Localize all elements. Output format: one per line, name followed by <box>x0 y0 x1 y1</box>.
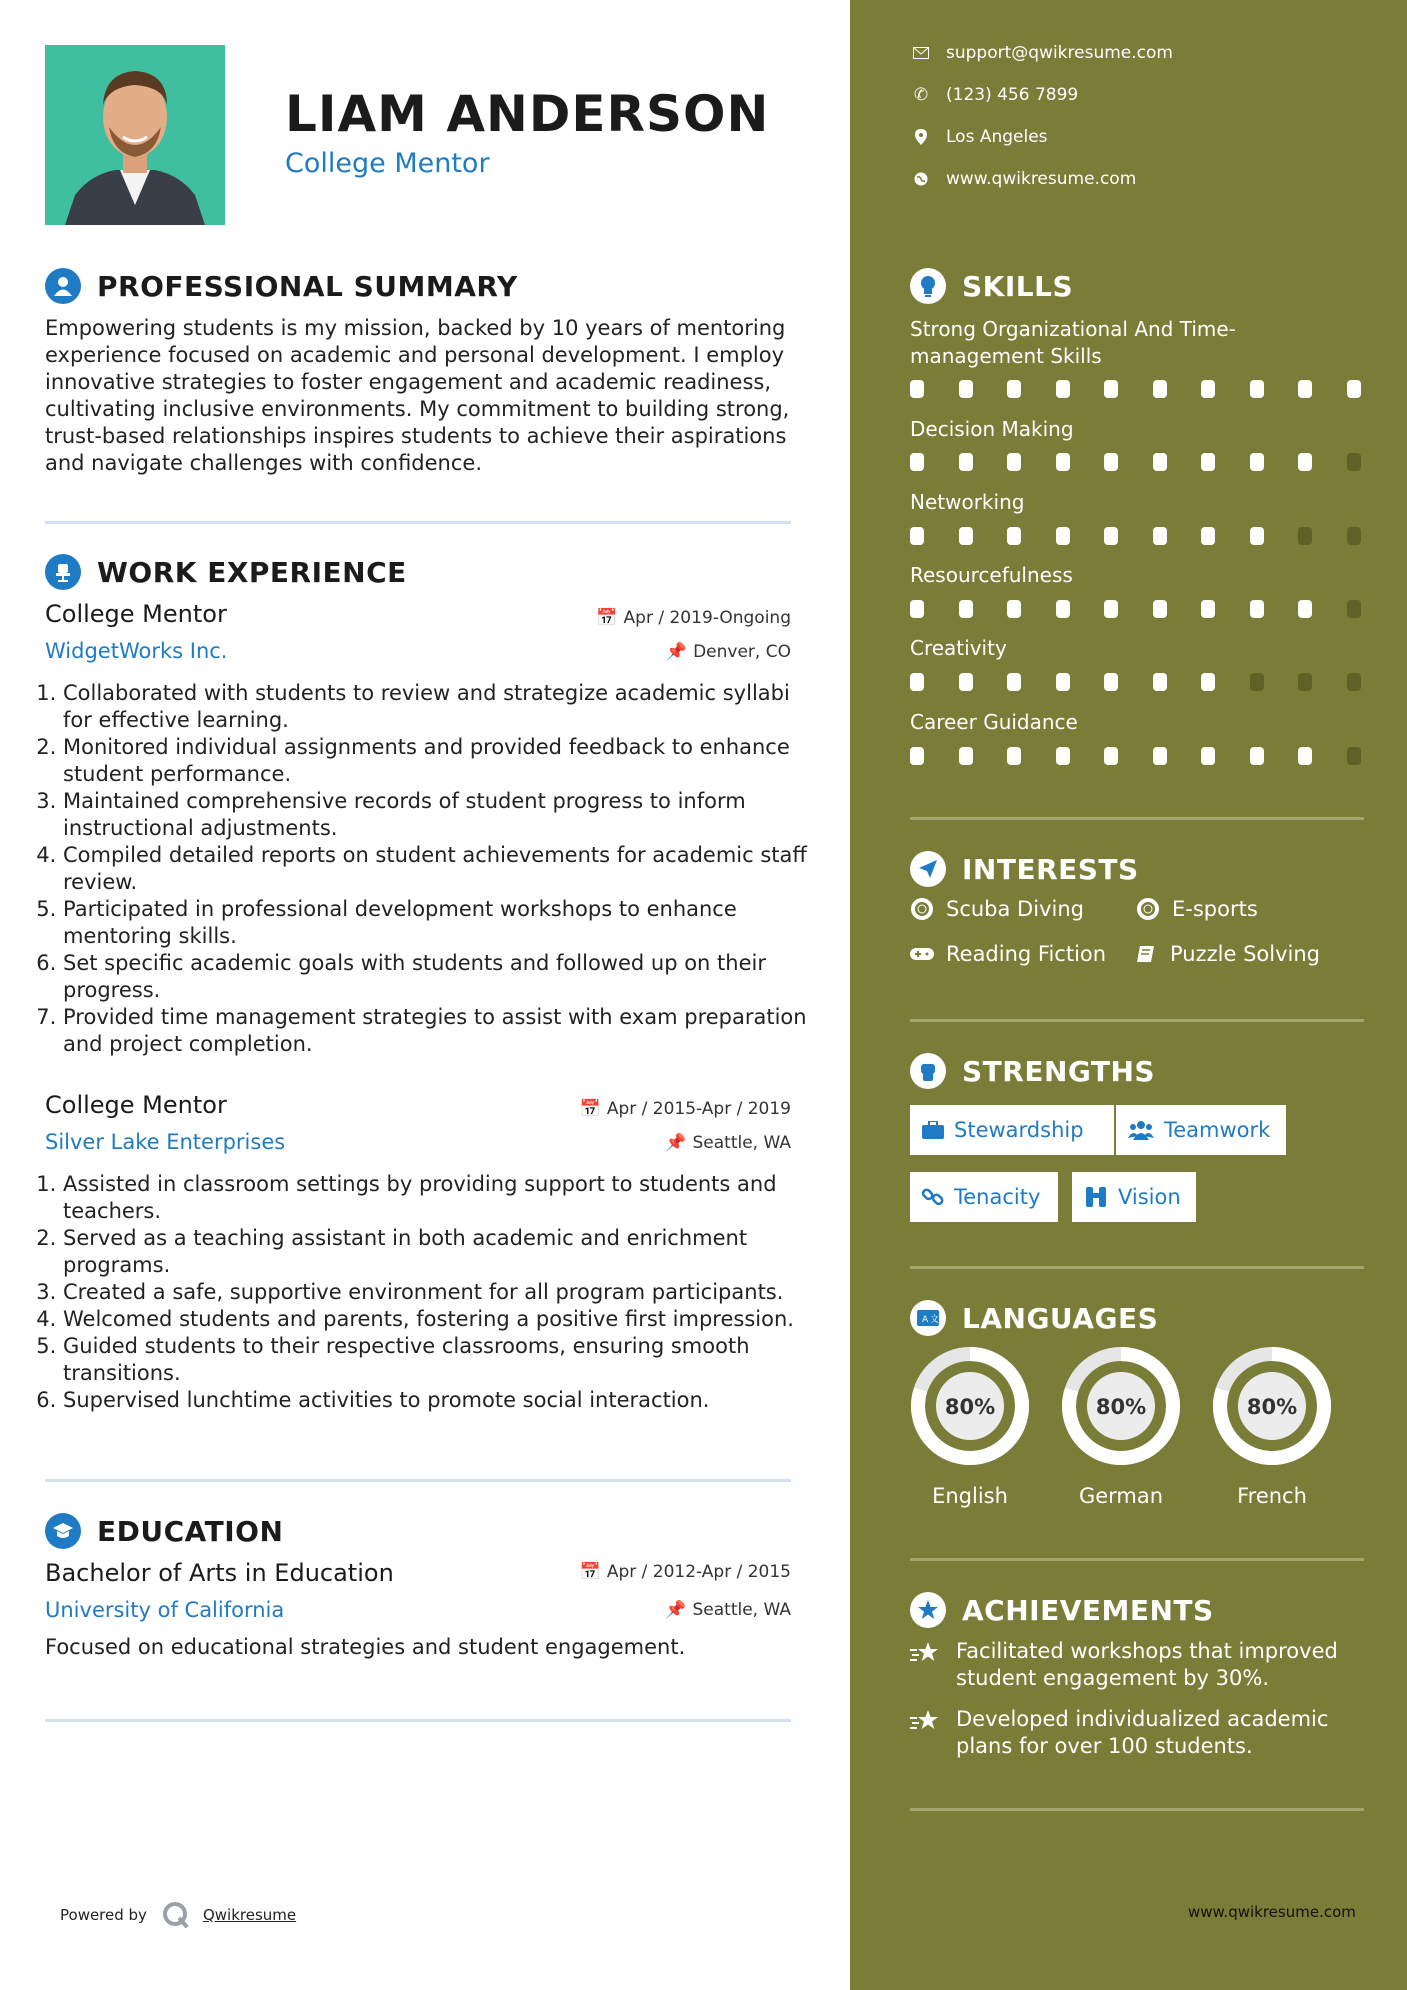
rating-dot-filled <box>1298 747 1312 765</box>
duty-item: 6. Set specific academic goals with students and followed up on their progress. <box>63 950 813 1004</box>
life-ring-icon <box>910 898 934 920</box>
language-name: French <box>1237 1484 1307 1508</box>
language-percent: 80% <box>1095 1395 1147 1419</box>
rating-dot-filled <box>1104 747 1118 765</box>
svg-text:A: A <box>922 1315 929 1325</box>
book-icon <box>1134 944 1158 964</box>
job-date <box>596 608 791 628</box>
duty-item: 3. Maintained comprehensive records of student progress to inform instructional adjustments. <box>63 788 813 842</box>
education-location-text: Seattle, WA <box>692 1600 791 1620</box>
qwikresume-logo-icon <box>161 1900 191 1930</box>
rating-dot-empty <box>1298 673 1312 691</box>
interest-item <box>1134 942 1320 966</box>
skill-rating <box>910 380 1364 398</box>
language-gauge <box>908 1344 1032 1468</box>
rating-dot-filled <box>1250 747 1264 765</box>
rating-dot-filled <box>910 380 924 398</box>
achievements-title: ACHIEVEMENTS <box>962 1593 1214 1627</box>
skills-title: SKILLS <box>962 269 1074 303</box>
rating-dot-filled <box>1201 673 1215 691</box>
achievement-item <box>910 1706 1370 1760</box>
rating-dot-filled <box>1007 527 1021 545</box>
binoculars-icon <box>1084 1187 1108 1207</box>
translate-icon <box>910 1300 946 1336</box>
education-description: Focused on educational strategies and student engagement. <box>45 1635 686 1659</box>
duty-item: 4. Compiled detailed reports on student achievements for academic staff review. <box>63 842 813 896</box>
gamepad-icon <box>910 946 934 962</box>
job-location-text: Seattle, WA <box>692 1133 791 1153</box>
paper-plane-icon <box>910 851 946 887</box>
job-title: College Mentor <box>45 1091 227 1119</box>
language-name: German <box>1078 1484 1164 1508</box>
job-location-text: Denver, CO <box>693 642 791 662</box>
duty-item: 6. Supervised lunchtime activities to promote social interaction. <box>63 1387 813 1414</box>
qwikresume-link[interactable]: Qwikresume <box>202 1906 297 1924</box>
pin-icon: 📌 <box>665 642 688 662</box>
rating-dot-filled <box>910 747 924 765</box>
strength-label: Stewardship <box>954 1118 1084 1142</box>
language-percent: 80% <box>1246 1395 1298 1419</box>
interest-label: Scuba Diving <box>946 897 1084 921</box>
candidate-role: College Mentor <box>285 148 490 179</box>
rating-dot-filled <box>910 673 924 691</box>
experience-heading <box>45 554 407 590</box>
strength-label: Vision <box>1118 1185 1181 1209</box>
rating-dot-filled <box>1007 673 1021 691</box>
strength-badge <box>1072 1172 1196 1222</box>
language-gauge <box>1059 1344 1183 1468</box>
languages-heading <box>910 1300 1158 1336</box>
skills-heading <box>910 268 1073 304</box>
rating-dot-filled <box>1250 453 1264 471</box>
strengths-title: STRENGTHS <box>962 1054 1156 1088</box>
rating-dot-filled <box>1153 380 1167 398</box>
life-ring-icon <box>1136 898 1160 920</box>
skill-rating <box>910 527 1364 545</box>
sidebar-divider <box>910 1019 1364 1022</box>
summary-heading <box>45 268 518 304</box>
rating-dot-filled <box>1007 453 1021 471</box>
contact-location-text: Los Angeles <box>946 127 1048 147</box>
sidebar-divider <box>910 1808 1364 1811</box>
contact-email-text: support@qwikresume.com <box>946 43 1173 63</box>
strength-badge <box>910 1105 1114 1155</box>
rating-dot-filled <box>1250 527 1264 545</box>
pin-icon: 📌 <box>665 1133 687 1153</box>
section-divider <box>45 521 791 524</box>
languages-title: LANGUAGES <box>962 1301 1159 1335</box>
education-date-row <box>45 1562 791 1586</box>
rating-dot-empty <box>1347 453 1361 471</box>
lightbulb-icon <box>910 268 946 304</box>
footer-website[interactable]: www.qwikresume.com <box>1188 1903 1356 1921</box>
profile-photo <box>45 45 225 225</box>
duty-item: 5. Participated in professional development workshops to enhance mentoring skills. <box>63 896 813 950</box>
rating-dot-filled <box>1056 453 1070 471</box>
rating-dot-filled <box>1153 673 1167 691</box>
duty-item: 7. Provided time management strategies to assist with exam preparation and project completion. <box>63 1004 813 1058</box>
job-duties <box>45 1171 813 1414</box>
calendar-icon: 📅 <box>579 1562 601 1582</box>
duty-item: 4. Welcomed students and parents, fostering a positive first impression. <box>63 1306 813 1333</box>
job-date-row <box>45 1099 791 1123</box>
rating-dot-empty <box>1347 747 1361 765</box>
map-pin-icon <box>910 129 932 145</box>
contact-email[interactable] <box>910 43 1173 63</box>
users-icon <box>1128 1120 1154 1140</box>
interest-label: Reading Fiction <box>946 942 1107 966</box>
achievement-item <box>910 1638 1370 1692</box>
globe-icon <box>910 172 932 186</box>
skill-name: Career Guidance <box>910 710 1078 734</box>
rating-dot-filled <box>1056 600 1070 618</box>
duty-item: 1. Collaborated with students to review and strategize academic syllabi for effective learning. <box>63 680 813 734</box>
rating-dot-filled <box>1056 380 1070 398</box>
job-company: WidgetWorks Inc. <box>45 639 228 663</box>
job-date-text: Apr / 2019-Ongoing <box>623 608 791 628</box>
rating-dot-filled <box>1007 747 1021 765</box>
briefcase-icon <box>922 1121 944 1139</box>
rating-dot-filled <box>1153 527 1167 545</box>
sidebar-divider <box>910 1266 1364 1269</box>
job-location-row <box>45 642 791 666</box>
rating-dot-filled <box>959 673 973 691</box>
powered-by <box>60 1900 296 1930</box>
education-school: University of California <box>45 1598 285 1622</box>
candidate-name: LIAM ANDERSON <box>285 85 770 143</box>
duty-item: 2. Served as a teaching assistant in both academic and enrichment programs. <box>63 1225 813 1279</box>
interest-item <box>1136 897 1258 921</box>
strengths-heading <box>910 1053 1155 1089</box>
language-gauge <box>1210 1344 1334 1468</box>
interest-label: E-sports <box>1172 897 1258 921</box>
rating-dot-filled <box>1250 380 1264 398</box>
contact-phone[interactable] <box>910 85 1078 105</box>
language-percent: 80% <box>944 1395 996 1419</box>
rating-dot-filled <box>959 747 973 765</box>
rating-dot-filled <box>959 600 973 618</box>
calendar-icon: 📅 <box>596 608 618 628</box>
contact-location <box>910 127 1048 147</box>
job-date-text: Apr / 2015-Apr / 2019 <box>606 1099 791 1119</box>
chair-icon <box>45 554 81 590</box>
strength-badge <box>1116 1105 1286 1155</box>
education-location-row <box>45 1600 791 1624</box>
interest-item <box>910 897 1084 921</box>
skill-rating <box>910 453 1364 471</box>
job-location <box>665 1133 791 1153</box>
envelope-icon <box>910 47 932 59</box>
rating-dot-filled <box>1056 673 1070 691</box>
phone-icon: ✆ <box>913 85 929 105</box>
rating-dot-filled <box>1250 600 1264 618</box>
rating-dot-filled <box>959 380 973 398</box>
rating-dot-filled <box>1201 747 1215 765</box>
education-date-text: Apr / 2012-Apr / 2015 <box>606 1562 791 1582</box>
contact-website-text: www.qwikresume.com <box>946 169 1137 189</box>
education-date <box>580 1562 791 1582</box>
education-heading <box>45 1513 283 1549</box>
rating-dot-filled <box>959 527 973 545</box>
rating-dot-filled <box>1104 527 1118 545</box>
svg-text:文: 文 <box>930 1315 939 1325</box>
skill-rating <box>910 673 1364 691</box>
skill-name: Strong Organizational And Time-management Skills <box>910 317 1236 368</box>
strength-badge <box>910 1172 1058 1222</box>
link-icon <box>922 1186 944 1208</box>
skill-name: Networking <box>910 490 1025 514</box>
experience-title: WORK EXPERIENCE <box>97 555 407 589</box>
rating-dot-empty <box>1250 673 1264 691</box>
rating-dot-filled <box>1201 380 1215 398</box>
contact-website[interactable] <box>910 169 1136 189</box>
interest-item <box>910 942 1106 966</box>
rating-dot-filled <box>1153 453 1167 471</box>
job-duties <box>45 680 813 1058</box>
summary-text: Empowering students is my mission, backed by 10 years of mentoring experience focused on academic and personal development. I employ innovative strategies to foster engagement and academic readiness, cultivating inclusive environments. My commitment to building strong, trust-based relationships inspires students to achieve their aspirations and navigate challenges with confidence. <box>45 316 790 475</box>
job-date <box>580 1099 791 1119</box>
rating-dot-filled <box>1201 527 1215 545</box>
duty-item: 1. Assisted in classroom settings by providing support to students and teachers. <box>63 1171 813 1225</box>
skill-name: Creativity <box>910 636 1007 660</box>
job-title: College Mentor <box>45 600 227 628</box>
skill-rating <box>910 747 1364 765</box>
rating-dot-filled <box>1298 600 1312 618</box>
skill-rating <box>910 600 1364 618</box>
rating-dot-filled <box>1104 600 1118 618</box>
job-date-row <box>45 608 791 632</box>
calendar-icon: 📅 <box>579 1099 601 1119</box>
education-degree: Bachelor of Arts in Education <box>45 1559 394 1587</box>
job-company: Silver Lake Enterprises <box>45 1130 286 1154</box>
rating-dot-filled <box>1201 453 1215 471</box>
interests-heading <box>910 851 1139 887</box>
rating-dot-filled <box>959 453 973 471</box>
language-item <box>1210 1344 1334 1508</box>
duty-item: 2. Monitored individual assignments and provided feedback to enhance student performance. <box>63 734 813 788</box>
powered-by-label: Powered by <box>60 1906 147 1924</box>
rating-dot-filled <box>1347 380 1361 398</box>
section-divider <box>45 1719 791 1722</box>
achievements-heading <box>910 1592 1214 1628</box>
rating-dot-filled <box>1298 380 1312 398</box>
graduation-cap-icon <box>45 1513 81 1549</box>
language-item <box>1059 1344 1183 1508</box>
strength-label: Tenacity <box>954 1185 1041 1209</box>
sidebar-divider <box>910 1558 1364 1561</box>
rating-dot-empty <box>1347 673 1361 691</box>
rating-dot-filled <box>1104 453 1118 471</box>
interest-label: Puzzle Solving <box>1170 942 1320 966</box>
shooting-star-icon <box>910 1638 942 1692</box>
rating-dot-empty <box>1347 527 1361 545</box>
rating-dot-filled <box>910 527 924 545</box>
user-icon <box>45 268 81 304</box>
rating-dot-filled <box>1104 380 1118 398</box>
rating-dot-filled <box>1104 673 1118 691</box>
rating-dot-filled <box>1153 600 1167 618</box>
duty-item: 5. Guided students to their respective classrooms, ensuring smooth transitions. <box>63 1333 813 1387</box>
rating-dot-empty <box>1347 600 1361 618</box>
rating-dot-filled <box>1298 453 1312 471</box>
skill-name: Decision Making <box>910 417 1074 441</box>
shooting-star-icon <box>910 1706 942 1760</box>
education-location <box>665 1600 791 1620</box>
strength-label: Teamwork <box>1164 1118 1271 1142</box>
skill-name: Resourcefulness <box>910 563 1073 587</box>
duty-item: 3. Created a safe, supportive environment for all program participants. <box>63 1279 813 1306</box>
rating-dot-filled <box>1056 747 1070 765</box>
job-location <box>666 642 791 662</box>
rating-dot-filled <box>1201 600 1215 618</box>
achievement-text: Developed individualized academic plans for over 100 students. <box>956 1707 1329 1758</box>
fist-icon <box>910 1053 946 1089</box>
interests-title: INTERESTS <box>962 852 1139 886</box>
star-badge-icon <box>910 1592 946 1628</box>
contact-phone-text: (123) 456 7899 <box>946 85 1079 105</box>
language-name: English <box>932 1484 1008 1508</box>
rating-dot-filled <box>1056 527 1070 545</box>
rating-dot-empty <box>1298 527 1312 545</box>
rating-dot-filled <box>1153 747 1167 765</box>
rating-dot-filled <box>1007 380 1021 398</box>
section-divider <box>45 1479 791 1482</box>
rating-dot-filled <box>910 600 924 618</box>
rating-dot-filled <box>910 453 924 471</box>
rating-dot-filled <box>1007 600 1021 618</box>
pin-icon: 📌 <box>665 1600 687 1620</box>
achievement-text: Facilitated workshops that improved student engagement by 30%. <box>956 1639 1338 1690</box>
education-title: EDUCATION <box>97 1514 284 1548</box>
summary-title: PROFESSIONAL SUMMARY <box>97 269 518 303</box>
job-location-row <box>45 1133 791 1157</box>
sidebar-divider <box>910 817 1364 820</box>
language-item <box>908 1344 1032 1508</box>
